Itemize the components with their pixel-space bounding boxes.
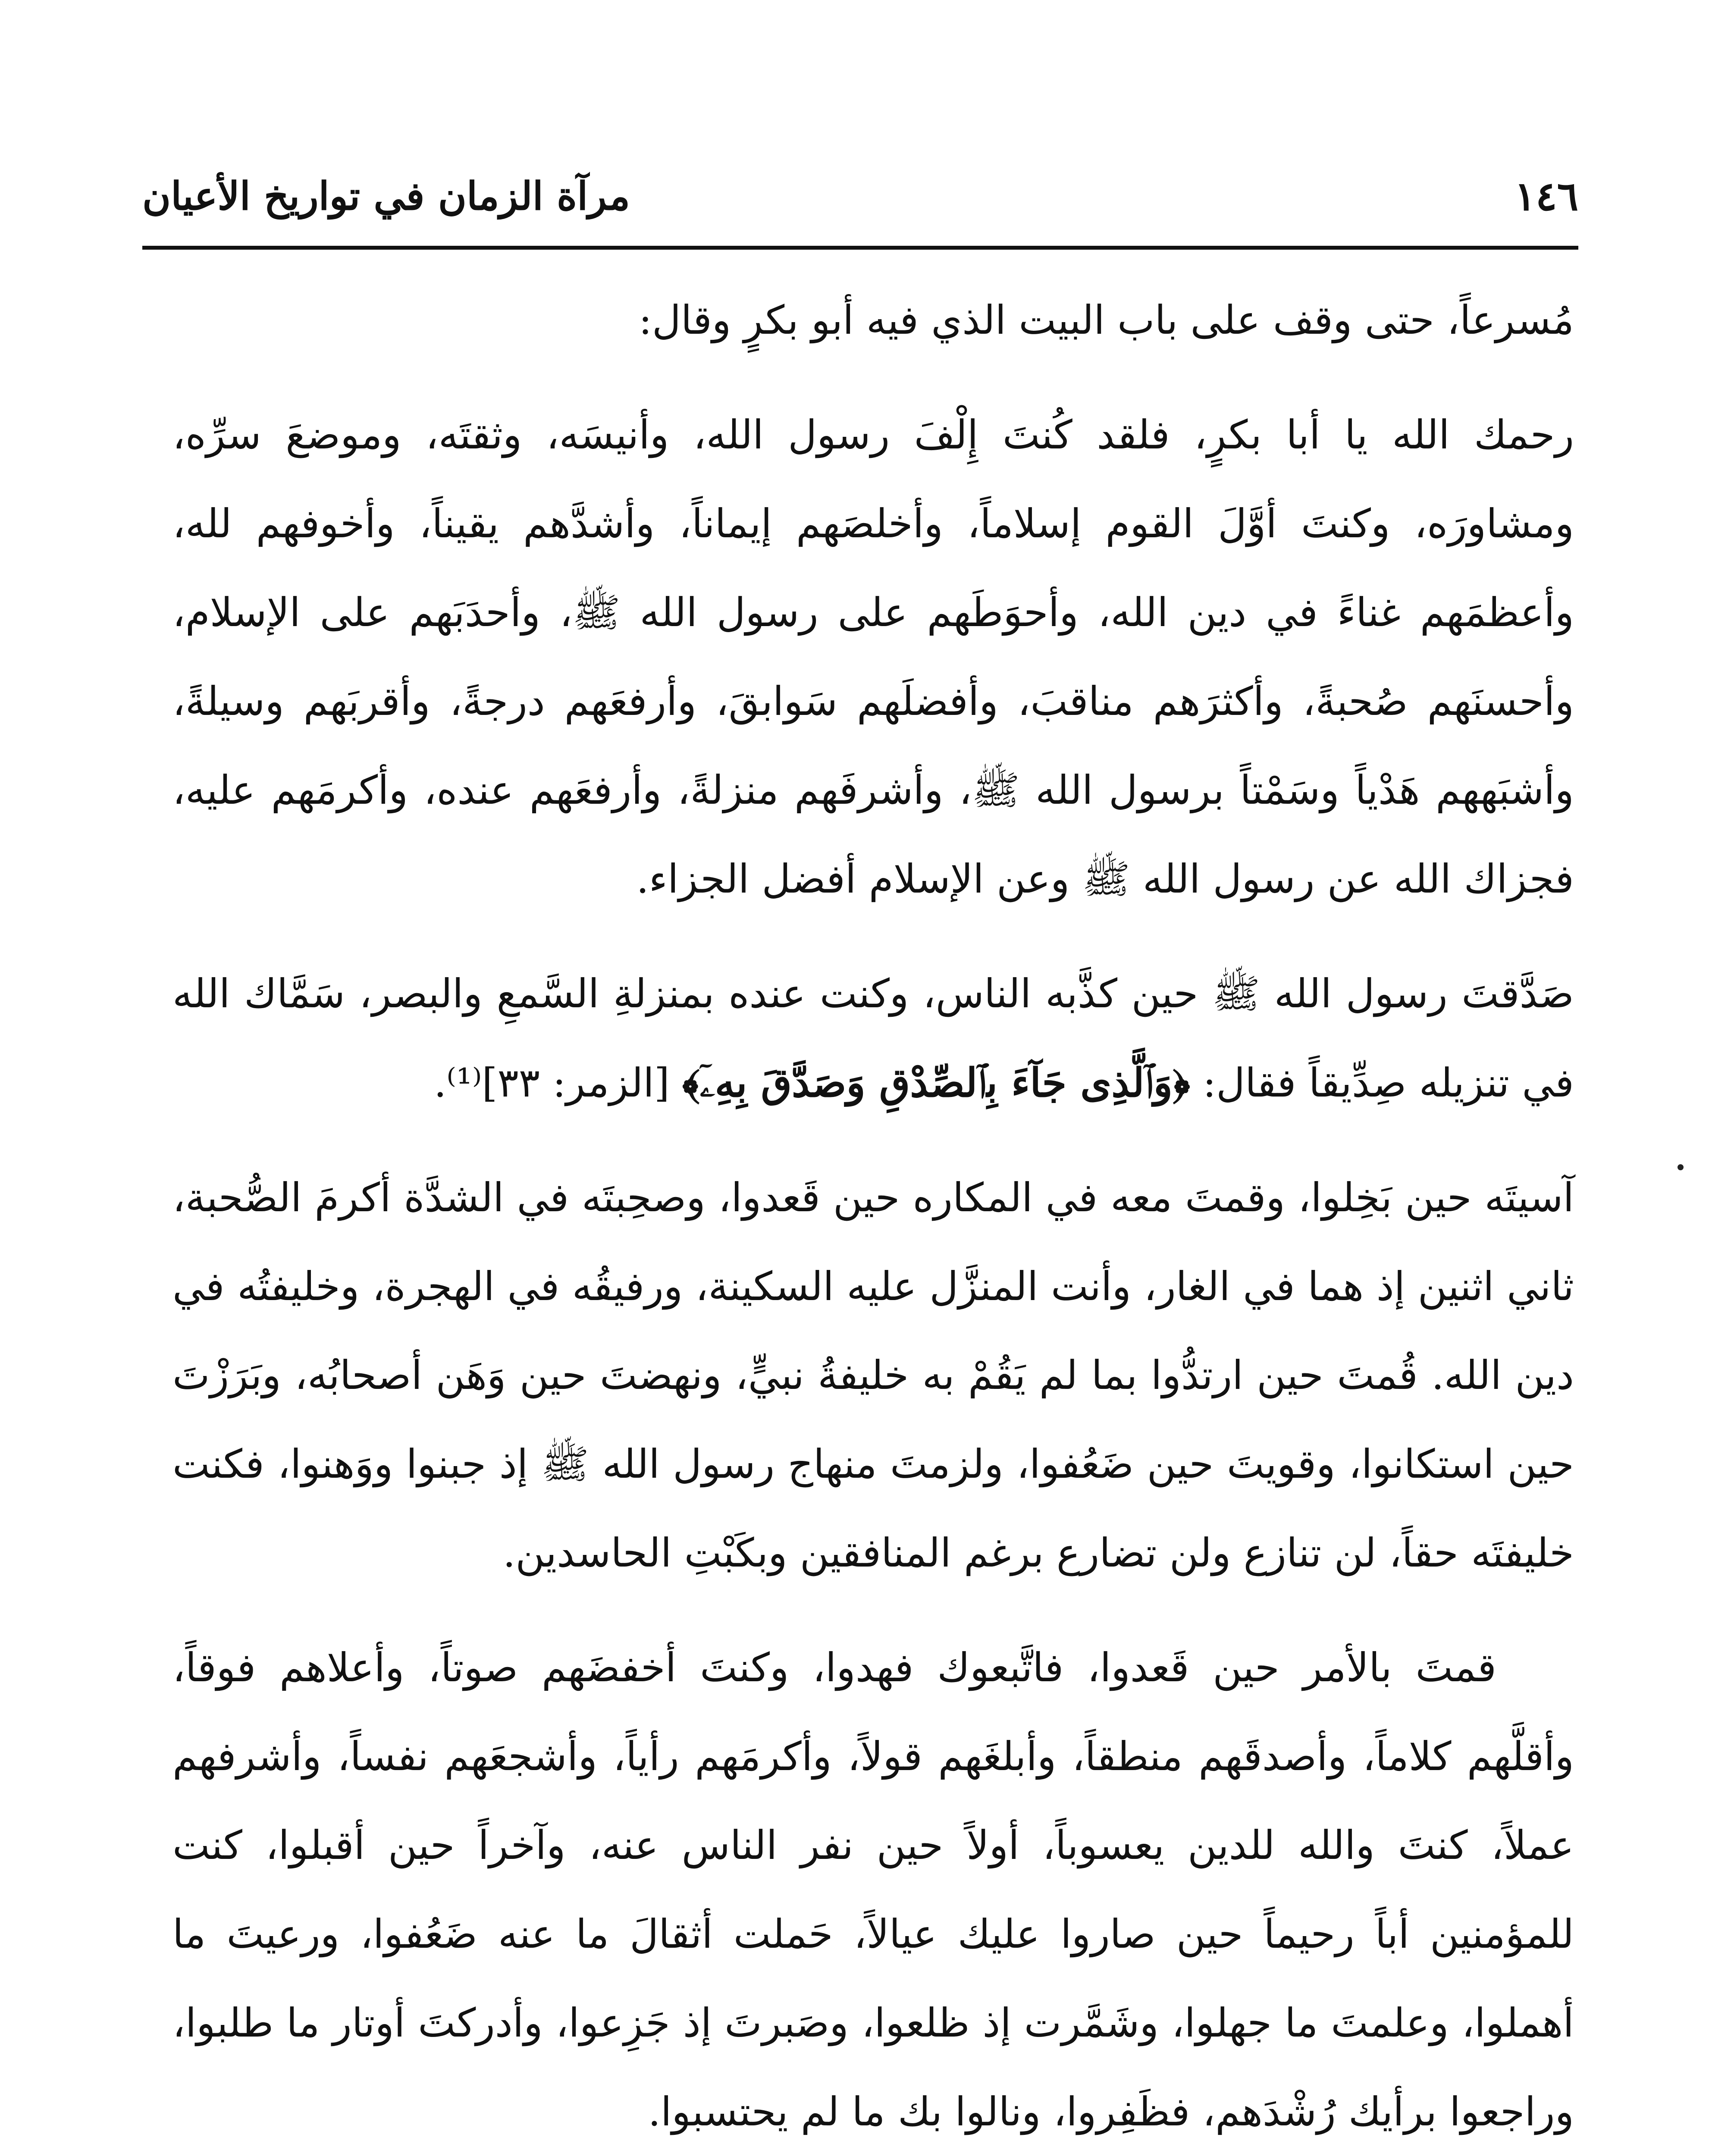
page-number: ١٤٦ [1514,173,1578,219]
scan-speck [1678,1164,1684,1170]
paragraph-3-text-before: صَدَّقتَ رسول الله ﷺ حين كذَّبه الناس، وكنت عنده بمنزلةِ السَّمعِ والبصر، سَمَّاك الله في تنزيله صِدِّيقاً فقال: [172,971,1574,1106]
quran-quote: ﴿وَٱلَّذِى جَآءَ بِٱلصِّدْقِ وَصَدَّقَ بِهِۦٓ﴾ [682,1059,1190,1106]
paragraph-1: مُسرعاً، حتى وقف على باب البيت الذي فيه أبو بكرٍ وقال: [639,297,1574,343]
running-title: مرآة الزمان في تواريخ الأعيان [142,173,630,219]
main-text [172,276,1574,2156]
paragraph-2: رحمك الله يا أبا بكرٍ، فلقد كُنتَ إِلْفَ رسول الله، وأنيسَه، وثقتَه، وموضعَ سرِّه، ومشاورَه، وكنتَ أوَّلَ القوم إسلاماً، وأخلصَهم إيماناً، وأشدَّهم يقيناً، وأخوفهم لله، وأعظمَهم غناءً في دين الله، وأحوَطَهم على رسول الله ﷺ، وأحدَبَهم على الإسلام، وأحسنَهم صُحبةً، وأكثرَهم مناقبَ، وأفضلَهم سَوابقَ، وأرفعَهم درجةً، وأقربَهم وسيلةً، وأشبَههم هَدْياً وسَمْتاً برسول الله ﷺ، وأشرفَهم منزلةً، وأرفعَهم عنده، وأكرمَهم عليه، فجزاك الله عن رسول الله ﷺ وعن الإسلام أفضل الجزاء. [172,412,1574,902]
page-header [142,168,1578,246]
header-rule [142,246,1578,250]
quran-citation: [الزمر: ٣٣]⁽¹⁾. [434,1060,682,1106]
paragraph-3 [172,950,1574,1128]
paragraph-5: قمتَ بالأمر حين قَعدوا، فاتَّبعوك فهدوا، وكنتَ أخفضَهم صوتاً، وأعلاهم فوقاً، وأقلَّهم كلاماً، وأصدقَهم منطقاً، وأبلغَهم قولاً، وأكرمَهم رأياً، وأشجعَهم نفساً، وأشرفهم عملاً، كنتَ والله للدين يعسوباً، أولاً حين نفر الناس عنه، وآخراً حين أقبلوا، كنت للمؤمنين أباً رحيماً حين صاروا عليك عيالاً، حَملت أثقالَ ما عنه ضَعُفوا، ورعيتَ ما أهملوا، وعلمتَ ما جهلوا، وشَمَّرت إذ ظلعوا، وصَبرتَ إذ جَزِعوا، وأدركتَ أوتار ما طلبوا، وراجعوا برأيك رُشْدَهم، فظَفِروا، ونالوا بك ما لم يحتسبوا. [172,1645,1574,2135]
paragraph-4: آسيتَه حين بَخِلوا، وقمتَ معه في المكاره حين قَعدوا، وصحِبتَه في الشدَّة أكرمَ الصُّحبة، ثاني اثنين إذ هما في الغار، وأنت المنزَّل عليه السكينة، ورفيقُه في الهجرة، وخليفتُه في دين الله. قُمتَ حين ارتدُّوا بما لم يَقُمْ به خليفةُ نبيٍّ، ونهضتَ حين وَهَن أصحابُه، وبَرَزْتَ حين استكانوا، وقويتَ حين ضَعُفوا، ولزمتَ منهاج رسول الله ﷺ إذ جبنوا ووَهنوا، فكنت خليفتَه حقاً، لن تنازع ولن تضارع برغم المنافقين وبكَبْتِ الحاسدين. [172,1175,1574,1576]
